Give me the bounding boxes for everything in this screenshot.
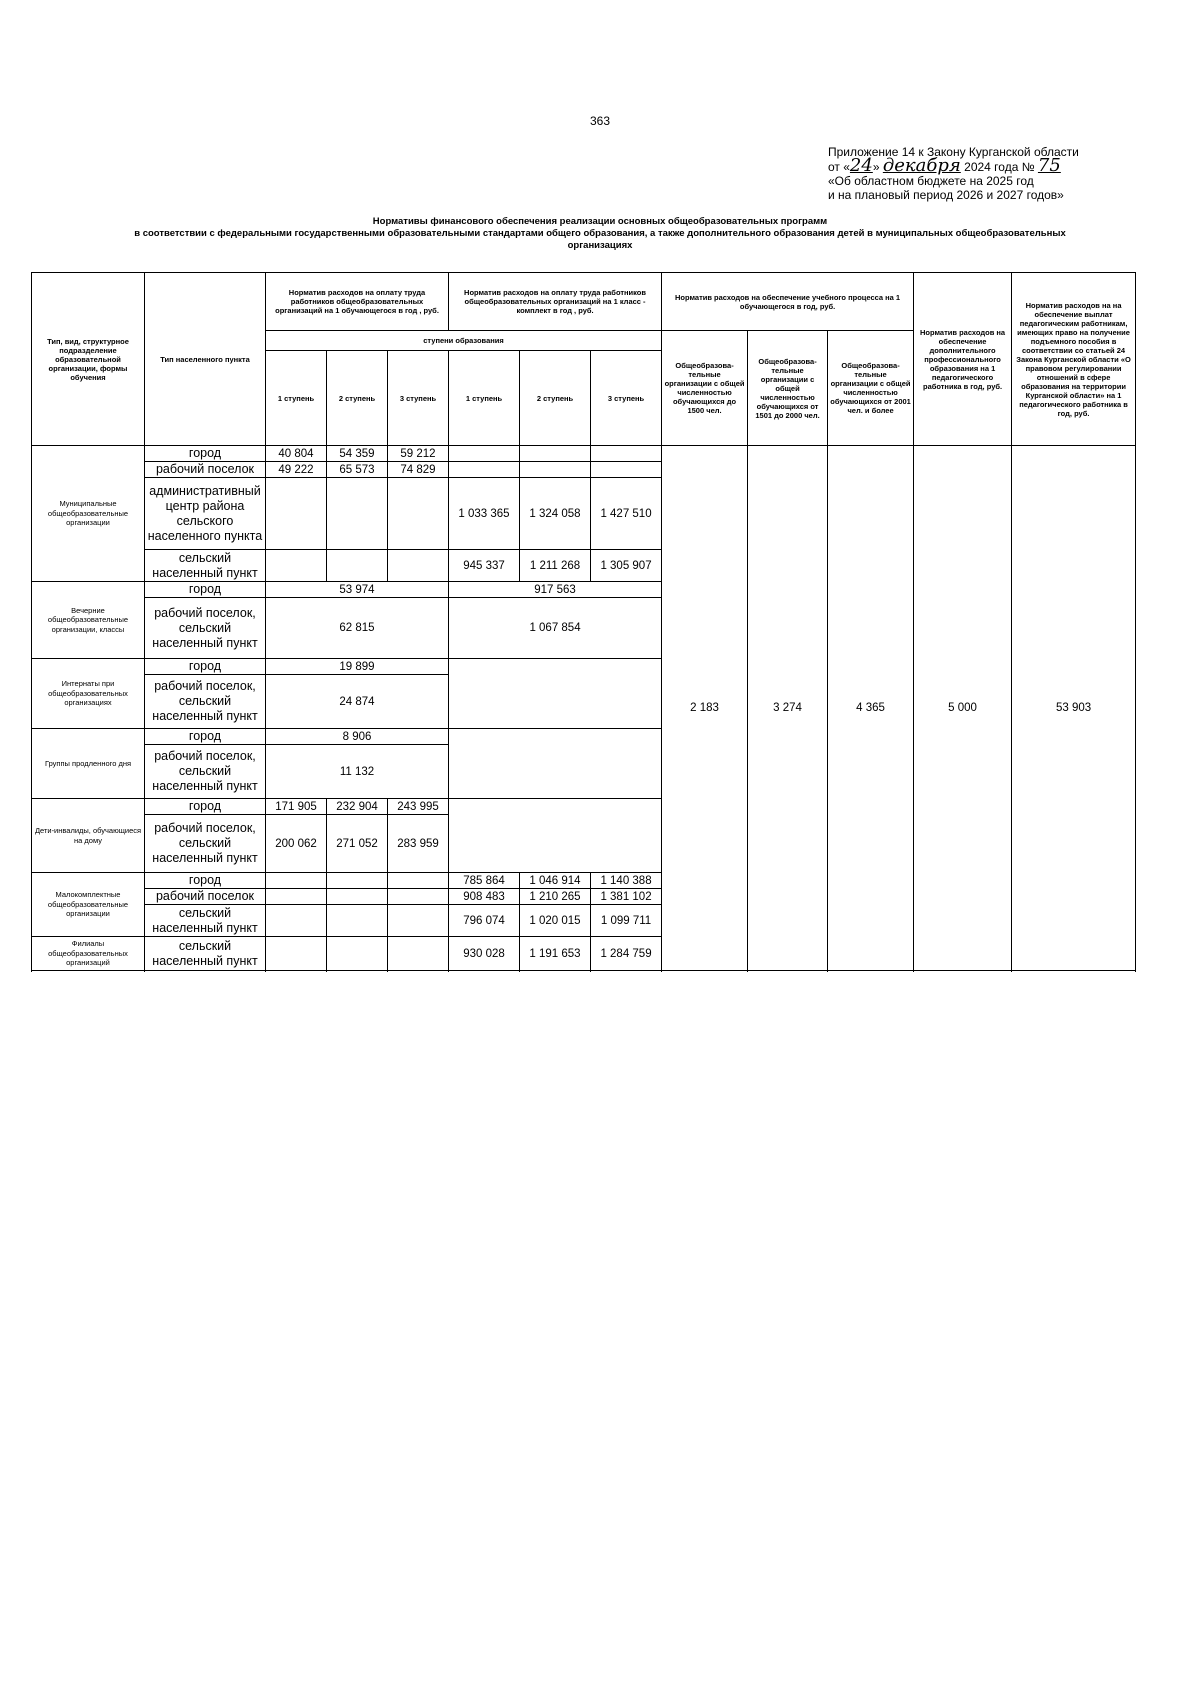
value-proc-1501-2000: 3 274 — [748, 446, 828, 971]
header-class-level-2: 2 ступень — [520, 351, 591, 446]
value-cell: 62 815 — [266, 598, 449, 659]
empty-cell — [327, 937, 388, 971]
value-cell: 24 874 — [266, 675, 449, 729]
value-cell: 785 864 — [449, 873, 520, 889]
header-lifting-allowance: Норматив расходов на на обеспечение выплат педагогическим работникам, имеющих право на получение подъемного пособия в соответствии со статьей 24 Закона Курганской области «О правовом регулировании отношений в сфере образования на территории Курганской области» на 1 педагогического работника в год, руб. — [1012, 273, 1136, 446]
org-type-boarding: Интернаты при общеобразовательных организациях — [32, 659, 145, 729]
locality-city: город — [145, 729, 266, 745]
locality-workers-settlement: рабочий поселок — [145, 889, 266, 905]
empty-cell — [449, 799, 662, 873]
org-type-disabled-home: Дети-инвалиды, обучающиеся на дому — [32, 799, 145, 873]
empty-cell — [327, 873, 388, 889]
empty-cell — [520, 462, 591, 478]
org-type-municipal: Муниципальные общеобразовательные организации — [32, 446, 145, 582]
locality-workers-rural: рабочий поселок, сельский населенный пункт — [145, 815, 266, 873]
value-cell: 53 974 — [266, 582, 449, 598]
locality-city: город — [145, 659, 266, 675]
appendix-month: декабря — [882, 155, 961, 176]
header-levels: ступени образования — [266, 331, 662, 351]
empty-cell — [449, 659, 662, 729]
value-cell: 1 381 102 — [591, 889, 662, 905]
locality-workers-settlement: рабочий поселок — [145, 462, 266, 478]
appendix-quote-close: » — [872, 160, 883, 174]
value-proc-2001-more: 4 365 — [828, 446, 914, 971]
org-type-branches: Филиалы общеобразовательных организаций — [32, 937, 145, 971]
value-cell: 1 033 365 — [449, 478, 520, 550]
locality-rural: сельский населенный пункт — [145, 937, 266, 971]
appendix-from-prefix: от « — [828, 160, 850, 174]
value-cell: 59 212 — [388, 446, 449, 462]
value-cell: 11 132 — [266, 745, 449, 799]
empty-cell — [388, 889, 449, 905]
empty-cell — [266, 873, 327, 889]
header-class-level-1: 1 ступень — [449, 351, 520, 446]
value-addl-edu: 5 000 — [914, 446, 1012, 971]
page-number: 363 — [589, 114, 611, 128]
title-line-3: организациях — [567, 240, 633, 251]
header-class-level-3: 3 ступень — [591, 351, 662, 446]
value-cell: 283 959 — [388, 815, 449, 873]
locality-rural: сельский населенный пункт — [145, 550, 266, 582]
value-cell: 200 062 — [266, 815, 327, 873]
value-cell: 1 191 653 — [520, 937, 591, 971]
value-cell: 1 140 388 — [591, 873, 662, 889]
header-labor-per-student: Норматив расходов на оплату труда работников общеобразовательных организаций на 1 обучающегося в год , руб. — [266, 273, 449, 331]
empty-cell — [591, 462, 662, 478]
empty-cell — [266, 889, 327, 905]
appendix-number: 75 — [1037, 155, 1061, 176]
document-title — [40, 216, 1160, 252]
empty-cell — [449, 446, 520, 462]
locality-city: город — [145, 873, 266, 889]
value-cell: 1 211 268 — [520, 550, 591, 582]
org-type-extended-day: Группы продленного дня — [32, 729, 145, 799]
locality-workers-rural: рабочий поселок, сельский населенный пункт — [145, 675, 266, 729]
value-cell: 65 573 — [327, 462, 388, 478]
title-line-1: Нормативы финансового обеспечения реализации основных общеобразовательных программ — [372, 216, 828, 227]
header-student-level-3: 3 ступень — [388, 351, 449, 446]
empty-cell — [327, 550, 388, 582]
appendix-day: 24 — [849, 155, 873, 176]
org-type-small-schools: Малокомплектные общеобразовательные организации — [32, 873, 145, 937]
value-cell: 1 020 015 — [520, 905, 591, 937]
empty-cell — [388, 905, 449, 937]
appendix-year: 2024 года № — [960, 160, 1038, 174]
empty-cell — [327, 478, 388, 550]
appendix-law-name: «Об областном бюджете на 2025 год — [828, 174, 1034, 188]
value-cell: 1 067 854 — [449, 598, 662, 659]
value-cell: 796 074 — [449, 905, 520, 937]
header-edu-process: Норматив расходов на обеспечение учебного процесса на 1 обучающегося в год, руб. — [662, 273, 914, 331]
locality-workers-rural: рабочий поселок, сельский населенный пункт — [145, 598, 266, 659]
header-row-1 — [32, 273, 1136, 331]
empty-cell — [388, 478, 449, 550]
empty-cell — [266, 478, 327, 550]
value-cell: 171 905 — [266, 799, 327, 815]
header-student-level-2: 2 ступень — [327, 351, 388, 446]
appendix-law-period: и на плановый период 2026 и 2027 годов» — [828, 188, 1064, 202]
locality-city: город — [145, 799, 266, 815]
value-cell: 1 427 510 — [591, 478, 662, 550]
header-proc-1501-2000: Общеобразова-тельные организации с общей численностью обучающихся от 1501 до 2000 чел. — [748, 331, 828, 446]
empty-cell — [327, 905, 388, 937]
appendix-title: Приложение 14 к Закону Курганской области — [828, 145, 1079, 159]
empty-cell — [388, 550, 449, 582]
appendix-date-line — [828, 155, 1128, 176]
value-cell: 1 305 907 — [591, 550, 662, 582]
org-type-evening: Вечерние общеобразовательные организации, классы — [32, 582, 145, 659]
value-cell: 1 324 058 — [520, 478, 591, 550]
header-org-type: Тип, вид, структурное подразделение образовательной организации, формы обучения — [32, 273, 145, 446]
norms-table — [31, 272, 1136, 971]
value-cell: 1 210 265 — [520, 889, 591, 905]
table-row — [32, 446, 1136, 462]
locality-district-center: административный центр района сельского населенного пункта — [145, 478, 266, 550]
locality-rural: сельский населенный пункт — [145, 905, 266, 937]
title-line-2: в соответствии с федеральными государственными образовательными стандартами общего образования, а также дополнительного образования детей в муниципальных общеобразовательных — [134, 228, 1066, 239]
empty-cell — [388, 937, 449, 971]
header-locality-type: Тип населенного пункта — [145, 273, 266, 446]
empty-cell — [388, 873, 449, 889]
empty-cell — [266, 550, 327, 582]
value-cell: 917 563 — [449, 582, 662, 598]
value-cell: 54 359 — [327, 446, 388, 462]
value-cell: 1 099 711 — [591, 905, 662, 937]
empty-cell — [449, 729, 662, 799]
value-cell: 930 028 — [449, 937, 520, 971]
locality-city: город — [145, 446, 266, 462]
value-cell: 908 483 — [449, 889, 520, 905]
empty-cell — [266, 905, 327, 937]
value-proc-upto-1500: 2 183 — [662, 446, 748, 971]
locality-workers-rural: рабочий поселок, сельский населенный пункт — [145, 745, 266, 799]
value-cell: 19 899 — [266, 659, 449, 675]
header-proc-upto-1500: Общеобразова-тельные организации с общей численностью обучающихся до 1500 чел. — [662, 331, 748, 446]
value-cell: 74 829 — [388, 462, 449, 478]
value-cell: 945 337 — [449, 550, 520, 582]
empty-cell — [266, 937, 327, 971]
empty-cell — [327, 889, 388, 905]
header-labor-per-class: Норматив расходов на оплату труда работников общеобразовательных организаций на 1 класс - комплект в год , руб. — [449, 273, 662, 331]
header-addl-edu: Норматив расходов на обеспечение дополнительного профессионального образования на 1 педагогического работника в год, руб. — [914, 273, 1012, 446]
value-cell: 243 995 — [388, 799, 449, 815]
value-cell: 40 804 — [266, 446, 327, 462]
value-cell: 8 906 — [266, 729, 449, 745]
value-lifting-allowance: 53 903 — [1012, 446, 1136, 971]
value-cell: 1 284 759 — [591, 937, 662, 971]
header-proc-2001-more: Общеобразова-тельные организации с общей численностью обучающихся от 2001 чел. и более — [828, 331, 914, 446]
value-cell: 271 052 — [327, 815, 388, 873]
appendix-block — [828, 145, 1128, 202]
empty-cell — [591, 446, 662, 462]
value-cell: 1 046 914 — [520, 873, 591, 889]
value-cell: 232 904 — [327, 799, 388, 815]
empty-cell — [449, 462, 520, 478]
empty-cell — [520, 446, 591, 462]
value-cell: 49 222 — [266, 462, 327, 478]
locality-city: город — [145, 582, 266, 598]
header-student-level-1: 1 ступень — [266, 351, 327, 446]
